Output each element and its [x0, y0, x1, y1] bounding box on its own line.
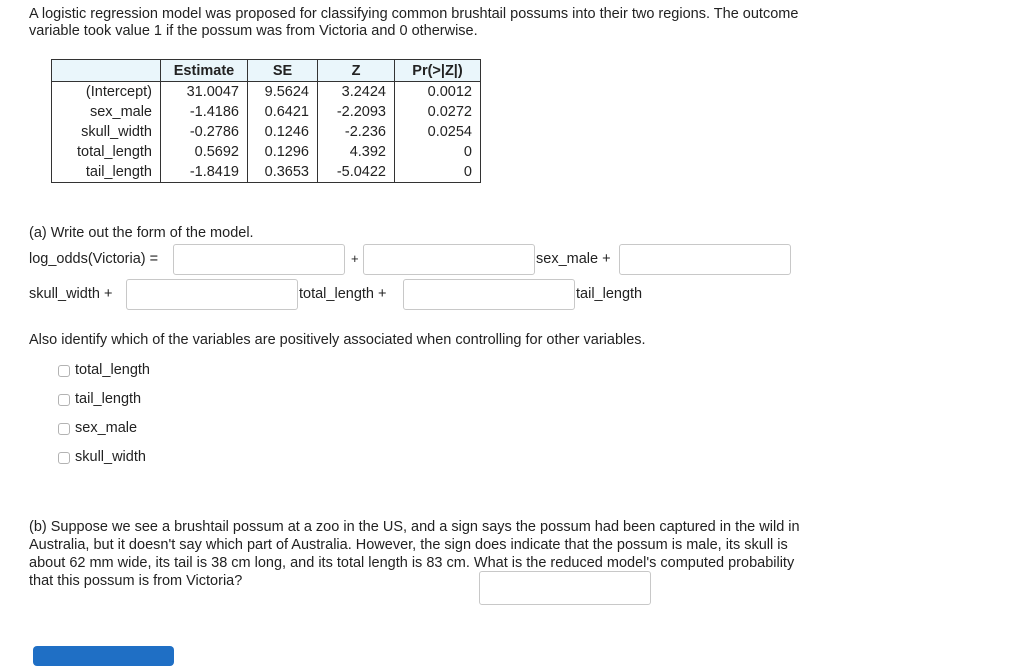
sex-male-option-label[interactable]: sex_male [75, 420, 138, 436]
tail-length-option-label[interactable]: tail_length [75, 391, 142, 407]
part-b-question: (b) Suppose we see a brushtail possum at a zoo in the US, and a sign says the possum had been captured in the wild in Australia, but it doesn't say which part of Australia. However, the sign does indicate that the possum is male, its skull is about 62 mm wide, its tail is 38 cm long, and its total length is 83 cm. What is the reduced model's computed probability that this possum is from Victoria? [29, 519, 800, 589]
table-row [52, 162, 481, 183]
table-cell: -2.2093 [318, 102, 395, 122]
total-length-coef-input[interactable] [126, 279, 298, 310]
plus-sign: + [351, 251, 359, 266]
table-cell: 0.1296 [248, 142, 318, 162]
skull-width-coef-input[interactable] [619, 244, 791, 275]
table-cell: 0.0254 [395, 122, 481, 142]
table-cell: sex_male [52, 102, 161, 122]
table-cell: -1.8419 [161, 162, 248, 183]
table-cell: 0 [395, 162, 481, 183]
table-header-p: Pr(>|Z|) [395, 60, 481, 82]
total-length-term-label: total_length + [299, 286, 387, 302]
probability-input[interactable] [479, 571, 651, 605]
table-row [52, 102, 481, 122]
skull-width-checkbox[interactable] [58, 452, 70, 464]
sex-male-coef-input[interactable] [363, 244, 535, 275]
table-cell: 31.0047 [161, 82, 248, 103]
table-row [52, 142, 481, 162]
log-odds-label: log_odds(Victoria) = [29, 251, 159, 267]
table-row [52, 122, 481, 142]
coefficient-table [51, 59, 481, 183]
table-cell: 3.2424 [318, 82, 395, 103]
table-cell: 0.1246 [248, 122, 318, 142]
submit-button[interactable] [33, 646, 174, 666]
table-cell: tail_length [52, 162, 161, 183]
sex-male-checkbox[interactable] [58, 423, 70, 435]
table-cell: 0.0272 [395, 102, 481, 122]
tail-length-term-label: tail_length [576, 286, 643, 302]
table-cell: 0.5692 [161, 142, 248, 162]
sex-male-term-label: sex_male + [536, 251, 611, 267]
table-header-z: Z [318, 60, 395, 82]
table-cell: -5.0422 [318, 162, 395, 183]
table-cell: 0 [395, 142, 481, 162]
intro-text: A logistic regression model was proposed for classifying common brushtail possums into their two regions. The outcome variable took value 1 if the possum was from Victoria and 0 otherwise. [29, 6, 799, 39]
table-cell: (Intercept) [52, 82, 161, 103]
table-cell: 0.3653 [248, 162, 318, 183]
total-length-option-label[interactable]: total_length [75, 362, 150, 378]
table-cell: total_length [52, 142, 161, 162]
table-header-blank [52, 60, 161, 82]
table-cell: -2.236 [318, 122, 395, 142]
table-cell: 9.5624 [248, 82, 318, 103]
intercept-input[interactable] [173, 244, 345, 275]
table-cell: 0.0012 [395, 82, 481, 103]
tail-length-coef-input[interactable] [403, 279, 575, 310]
table-cell: skull_width [52, 122, 161, 142]
table-cell: 0.6421 [248, 102, 318, 122]
tail-length-checkbox[interactable] [58, 394, 70, 406]
total-length-checkbox[interactable] [58, 365, 70, 377]
table-cell: -1.4186 [161, 102, 248, 122]
table-header-se: SE [248, 60, 318, 82]
association-prompt: Also identify which of the variables are positively associated when controlling for other variables. [29, 332, 646, 348]
skull-width-option-label[interactable]: skull_width [75, 449, 146, 465]
table-cell: -0.2786 [161, 122, 248, 142]
table-cell: 4.392 [318, 142, 395, 162]
table-header-estimate: Estimate [161, 60, 248, 82]
table-header-row [52, 60, 481, 82]
skull-width-term-label: skull_width + [29, 286, 113, 302]
part-a-prompt: (a) Write out the form of the model. [29, 225, 254, 241]
table-row [52, 82, 481, 103]
